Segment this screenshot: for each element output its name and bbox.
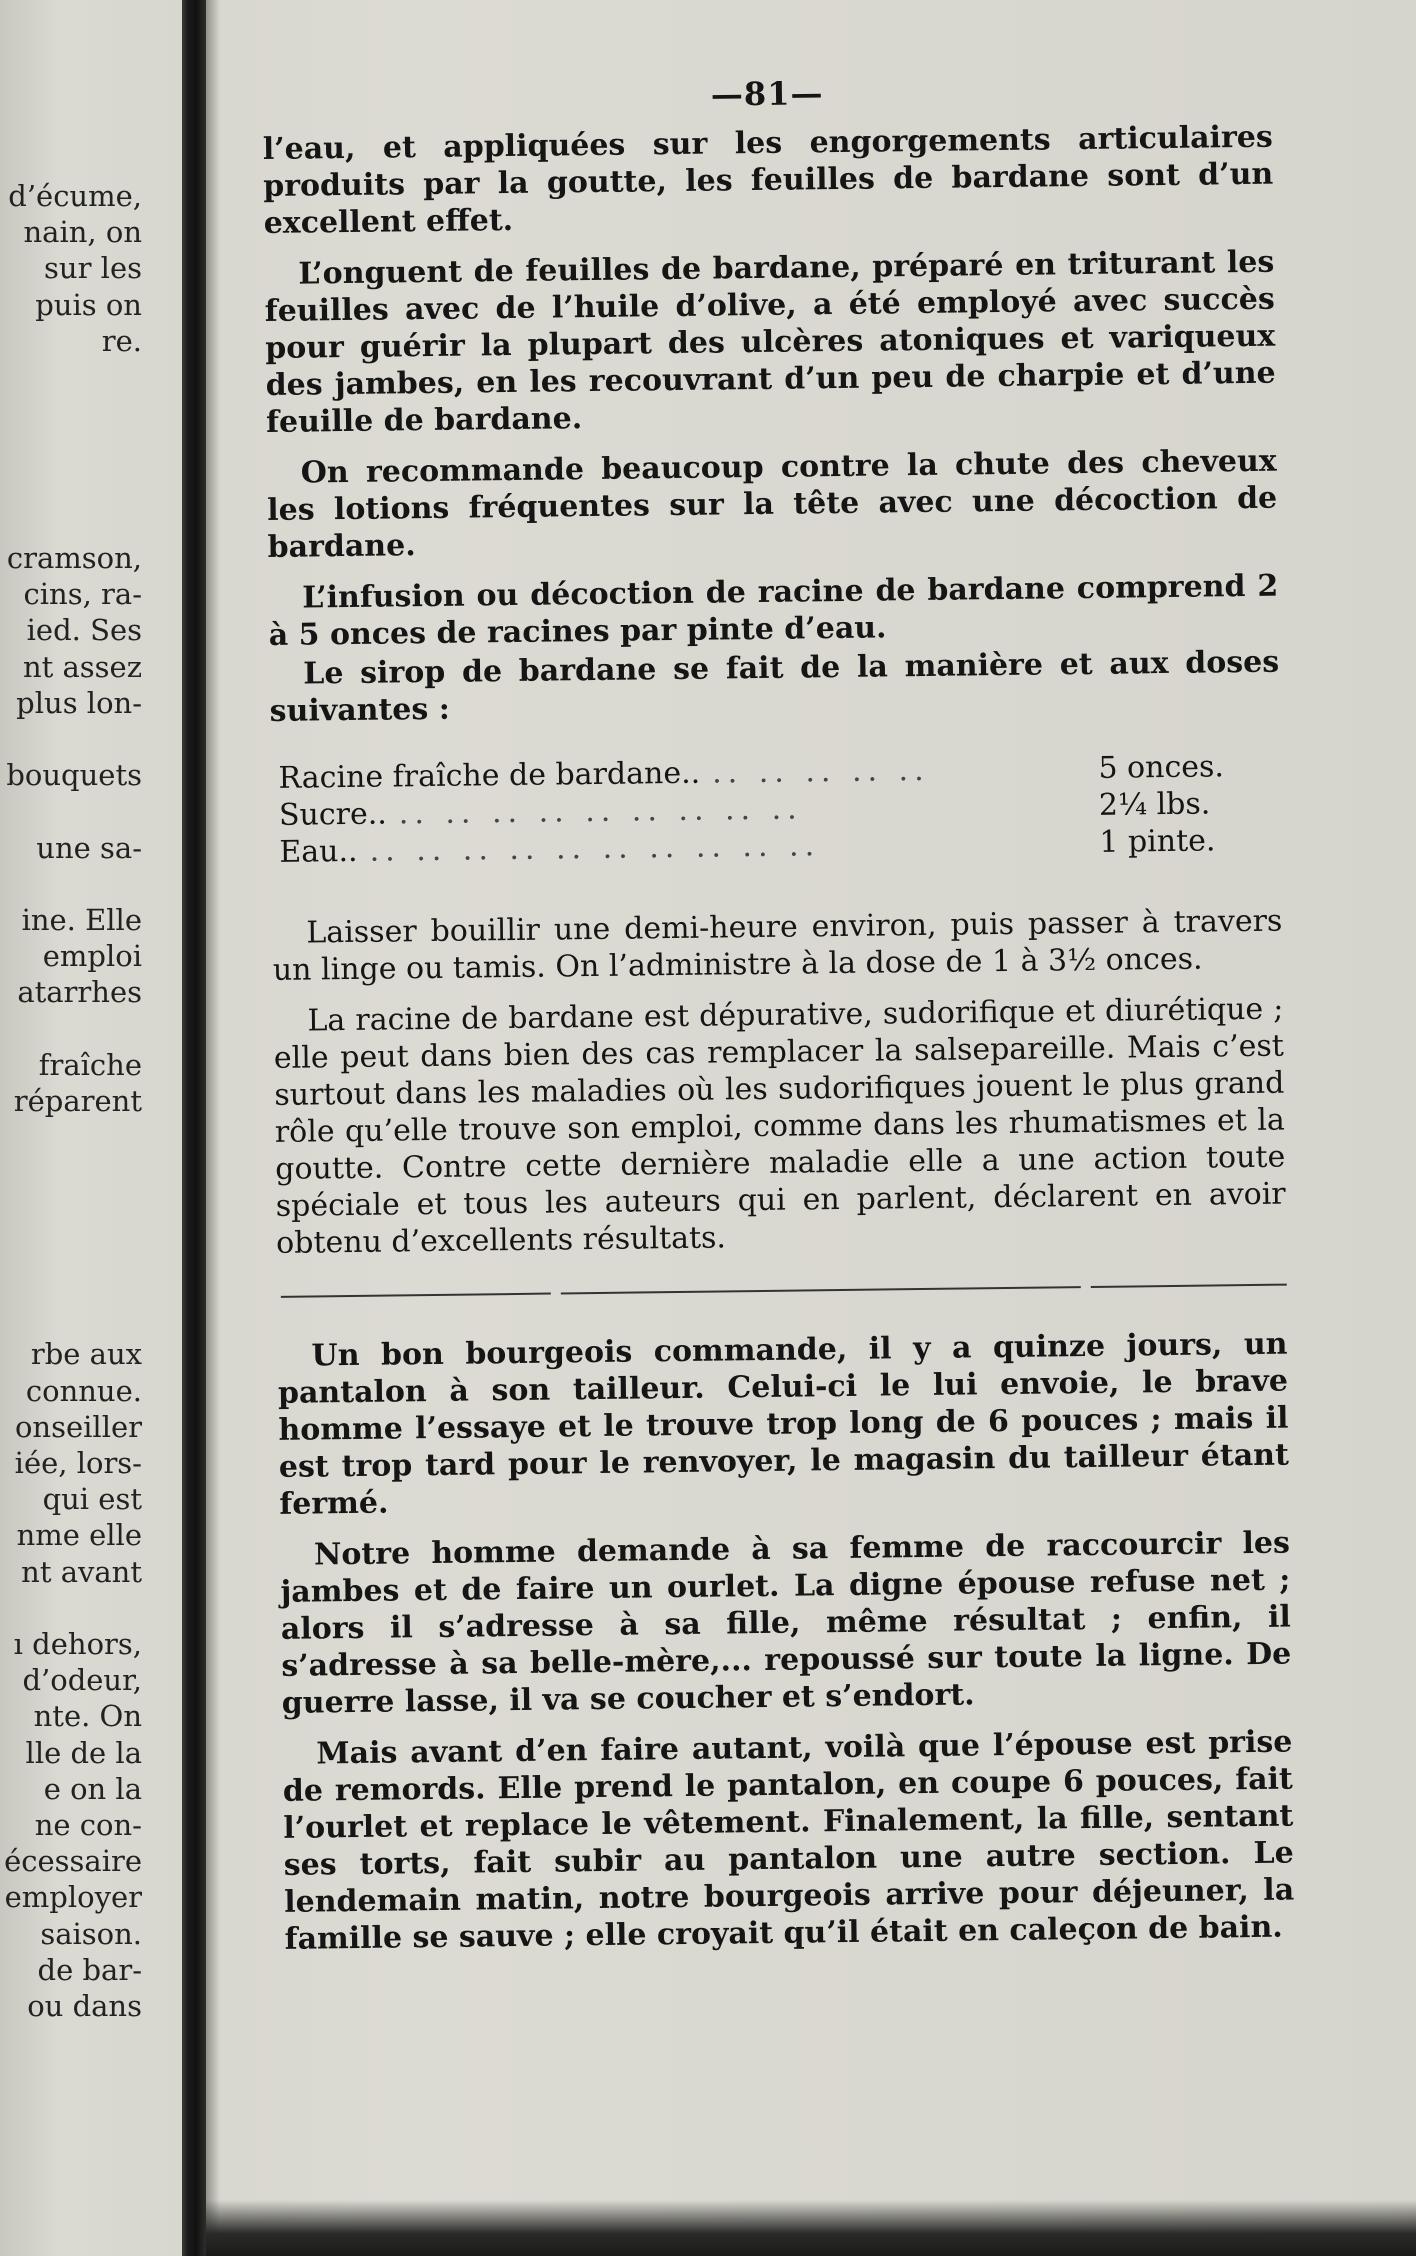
left-page-fragment xyxy=(0,0,180,2256)
left-page-line: d’écume, xyxy=(8,179,142,213)
book-gutter xyxy=(182,0,206,2256)
left-page-line: de bar- xyxy=(37,1952,142,1987)
left-page-line: ı dehors, xyxy=(13,1627,142,1661)
recipe-ingredient: Racine fraîche de bardane.. xyxy=(278,755,701,796)
left-page-line: nte. On xyxy=(33,1699,142,1734)
left-page-line: d’odeur, xyxy=(22,1663,142,1698)
left-page-line: réparent xyxy=(13,1084,142,1118)
left-page-line: connue. xyxy=(25,1373,142,1408)
left-page-line: re. xyxy=(101,323,142,358)
left-page-line: nain, on xyxy=(23,215,142,250)
recipe-table xyxy=(278,748,1259,871)
recipe-ingredient: Sucre.. xyxy=(278,796,388,833)
left-page-line: onseiller xyxy=(14,1409,142,1444)
anecdote-block xyxy=(277,1326,1294,1958)
left-page-line: ine. Elle xyxy=(21,903,142,937)
left-page-line: emploi xyxy=(42,939,142,974)
paragraph-sirop: Le sirop de bardane se fait de la manière et aux doses suivantes : xyxy=(269,644,1280,729)
middle-text-block xyxy=(272,903,1286,1262)
recipe-quantity: 5 onces. xyxy=(1098,749,1225,786)
paragraph-infusion: L’infusion ou décoction de racine de bardane comprend 2 à 5 onces de racines par pinte d’eau. xyxy=(268,568,1279,653)
paragraph-mais-avant: Mais avant d’en faire autant, voilà que l’épouse est prise de remords. Elle prend le pantalon, en coupe 6 pouces, fait l’ourlet et replace le vêtement. Finalement, la fille, sentant ses torts, fait subir au pantalon une autre section. Le lendemain matin, notre bourgeois arrive pour déjeuner, la famille se sauve ; elle croyait qu’il était en caleçon de bain. xyxy=(282,1724,1295,1957)
page-bottom-edge xyxy=(206,2200,1416,2256)
paragraph-onguent: L’onguent de feuilles de bardane, préparé en triturant les feuilles avec de l’huile d’olive, a été employé avec succès pour guérir la plupart des ulcères atoniques et variqueux des jambes, en les recouvrant d’un peu de charpie et d’une feuille de bardane. xyxy=(264,244,1276,440)
separator-segment xyxy=(1091,1284,1287,1288)
left-page-line: rbe aux xyxy=(30,1337,142,1372)
paragraph-bourgeois: Un bon bourgeois commande, il y a quinze jours, un pantalon à son tailleur. Celui-ci le lui envoie, le brave homme l’essaye et le trouve trop long de 6 pouces ; mais il est trop tard pour le renvoyer, le magasin du tailleur étant fermé. xyxy=(277,1326,1290,1522)
recipe-leader-dots: .. .. .. .. .. .. .. .. .. .. xyxy=(369,828,821,869)
left-page-line: nt assez xyxy=(22,649,142,684)
paragraph-bouillir: Laisser bouillir une demi-heure environ, puis passer à travers un linge ou tamis. On l’administre à la dose de 1 à 3½ onces. xyxy=(272,903,1283,988)
paragraph-racine-depurative: La racine de bardane est dépurative, sudorifique et diurétique ; elle peut dans bien des cas remplacer la salsepareille. Mais c’est surtout dans les maladies où les sudorifiques jouent le plus grand rôle qu’elle trouve son emploi, comme dans les rhumatismes et la goutte. Contre cette dernière maladie elle a une action toute spéciale et tous les auteurs qui en parlent, déclarent en avoir obtenu d’excellents résultats. xyxy=(273,991,1286,1261)
recipe-quantity: 2¼ lbs. xyxy=(1098,786,1211,823)
left-page-line: une sa- xyxy=(36,830,142,865)
right-page xyxy=(262,70,1295,1972)
top-text-block xyxy=(263,119,1280,730)
left-page-line: ied. Ses xyxy=(26,613,142,648)
left-page-line: ou dans xyxy=(27,1989,142,2023)
left-page-line: bouquets xyxy=(6,758,142,793)
left-page-line: qui est xyxy=(42,1482,142,1517)
left-page-line: e on la xyxy=(43,1771,142,1806)
separator-segment xyxy=(561,1286,1081,1294)
left-page-line: atarrhes xyxy=(17,975,142,1010)
recipe-leader-dots: .. .. .. .. .. .. .. .. .. xyxy=(398,791,803,832)
recipe-ingredient: Eau.. xyxy=(279,833,358,870)
page-number: —81— xyxy=(710,74,824,114)
left-page-line: nt avant xyxy=(21,1554,142,1589)
section-separator xyxy=(281,1284,1291,1298)
gutter-shadow xyxy=(206,0,220,2256)
left-page-line: employer xyxy=(4,1880,142,1915)
left-page-line: cins, ra- xyxy=(23,577,142,612)
paragraph-notre-homme: Notre homme demande à sa femme de raccourcir les jambes et de faire un ourlet. La digne épouse refuse net ; alors il s’adresse à sa fille, même résultat ; enfin, il s’adresse à sa belle-mère,... repoussé sur toute la ligne. De guerre lasse, il va se coucher et s’endort. xyxy=(280,1525,1292,1721)
paragraph-chute-cheveux: On recommande beaucoup contre la chute des cheveux les lotions fréquentes sur la tête avec une décoction de bardane. xyxy=(267,443,1278,565)
separator-segment xyxy=(281,1293,551,1298)
recipe-leader-dots: .. .. .. .. .. xyxy=(711,752,930,791)
left-page-line: cramson, xyxy=(6,541,142,575)
left-page-line: saison. xyxy=(40,1916,142,1951)
recipe-quantity: 1 pinte. xyxy=(1099,823,1216,860)
paragraph-leau: l’eau, et appliquées sur les engorgements articulaires produits par la goutte, les feuilles de bardane sont d’un excellent effet. xyxy=(262,119,1274,241)
left-page-line: écessaire xyxy=(4,1844,142,1879)
left-page-line: ne con- xyxy=(34,1808,142,1842)
left-page-line: plus lon- xyxy=(16,685,142,720)
left-page-line: nme elle xyxy=(16,1518,142,1553)
left-page-line: lle de la xyxy=(25,1735,142,1770)
left-page-line: puis on xyxy=(35,287,142,322)
left-page-line: fraîche xyxy=(38,1047,142,1082)
left-page-line: sur les xyxy=(44,251,142,286)
left-page-line: iée, lors- xyxy=(14,1446,142,1480)
